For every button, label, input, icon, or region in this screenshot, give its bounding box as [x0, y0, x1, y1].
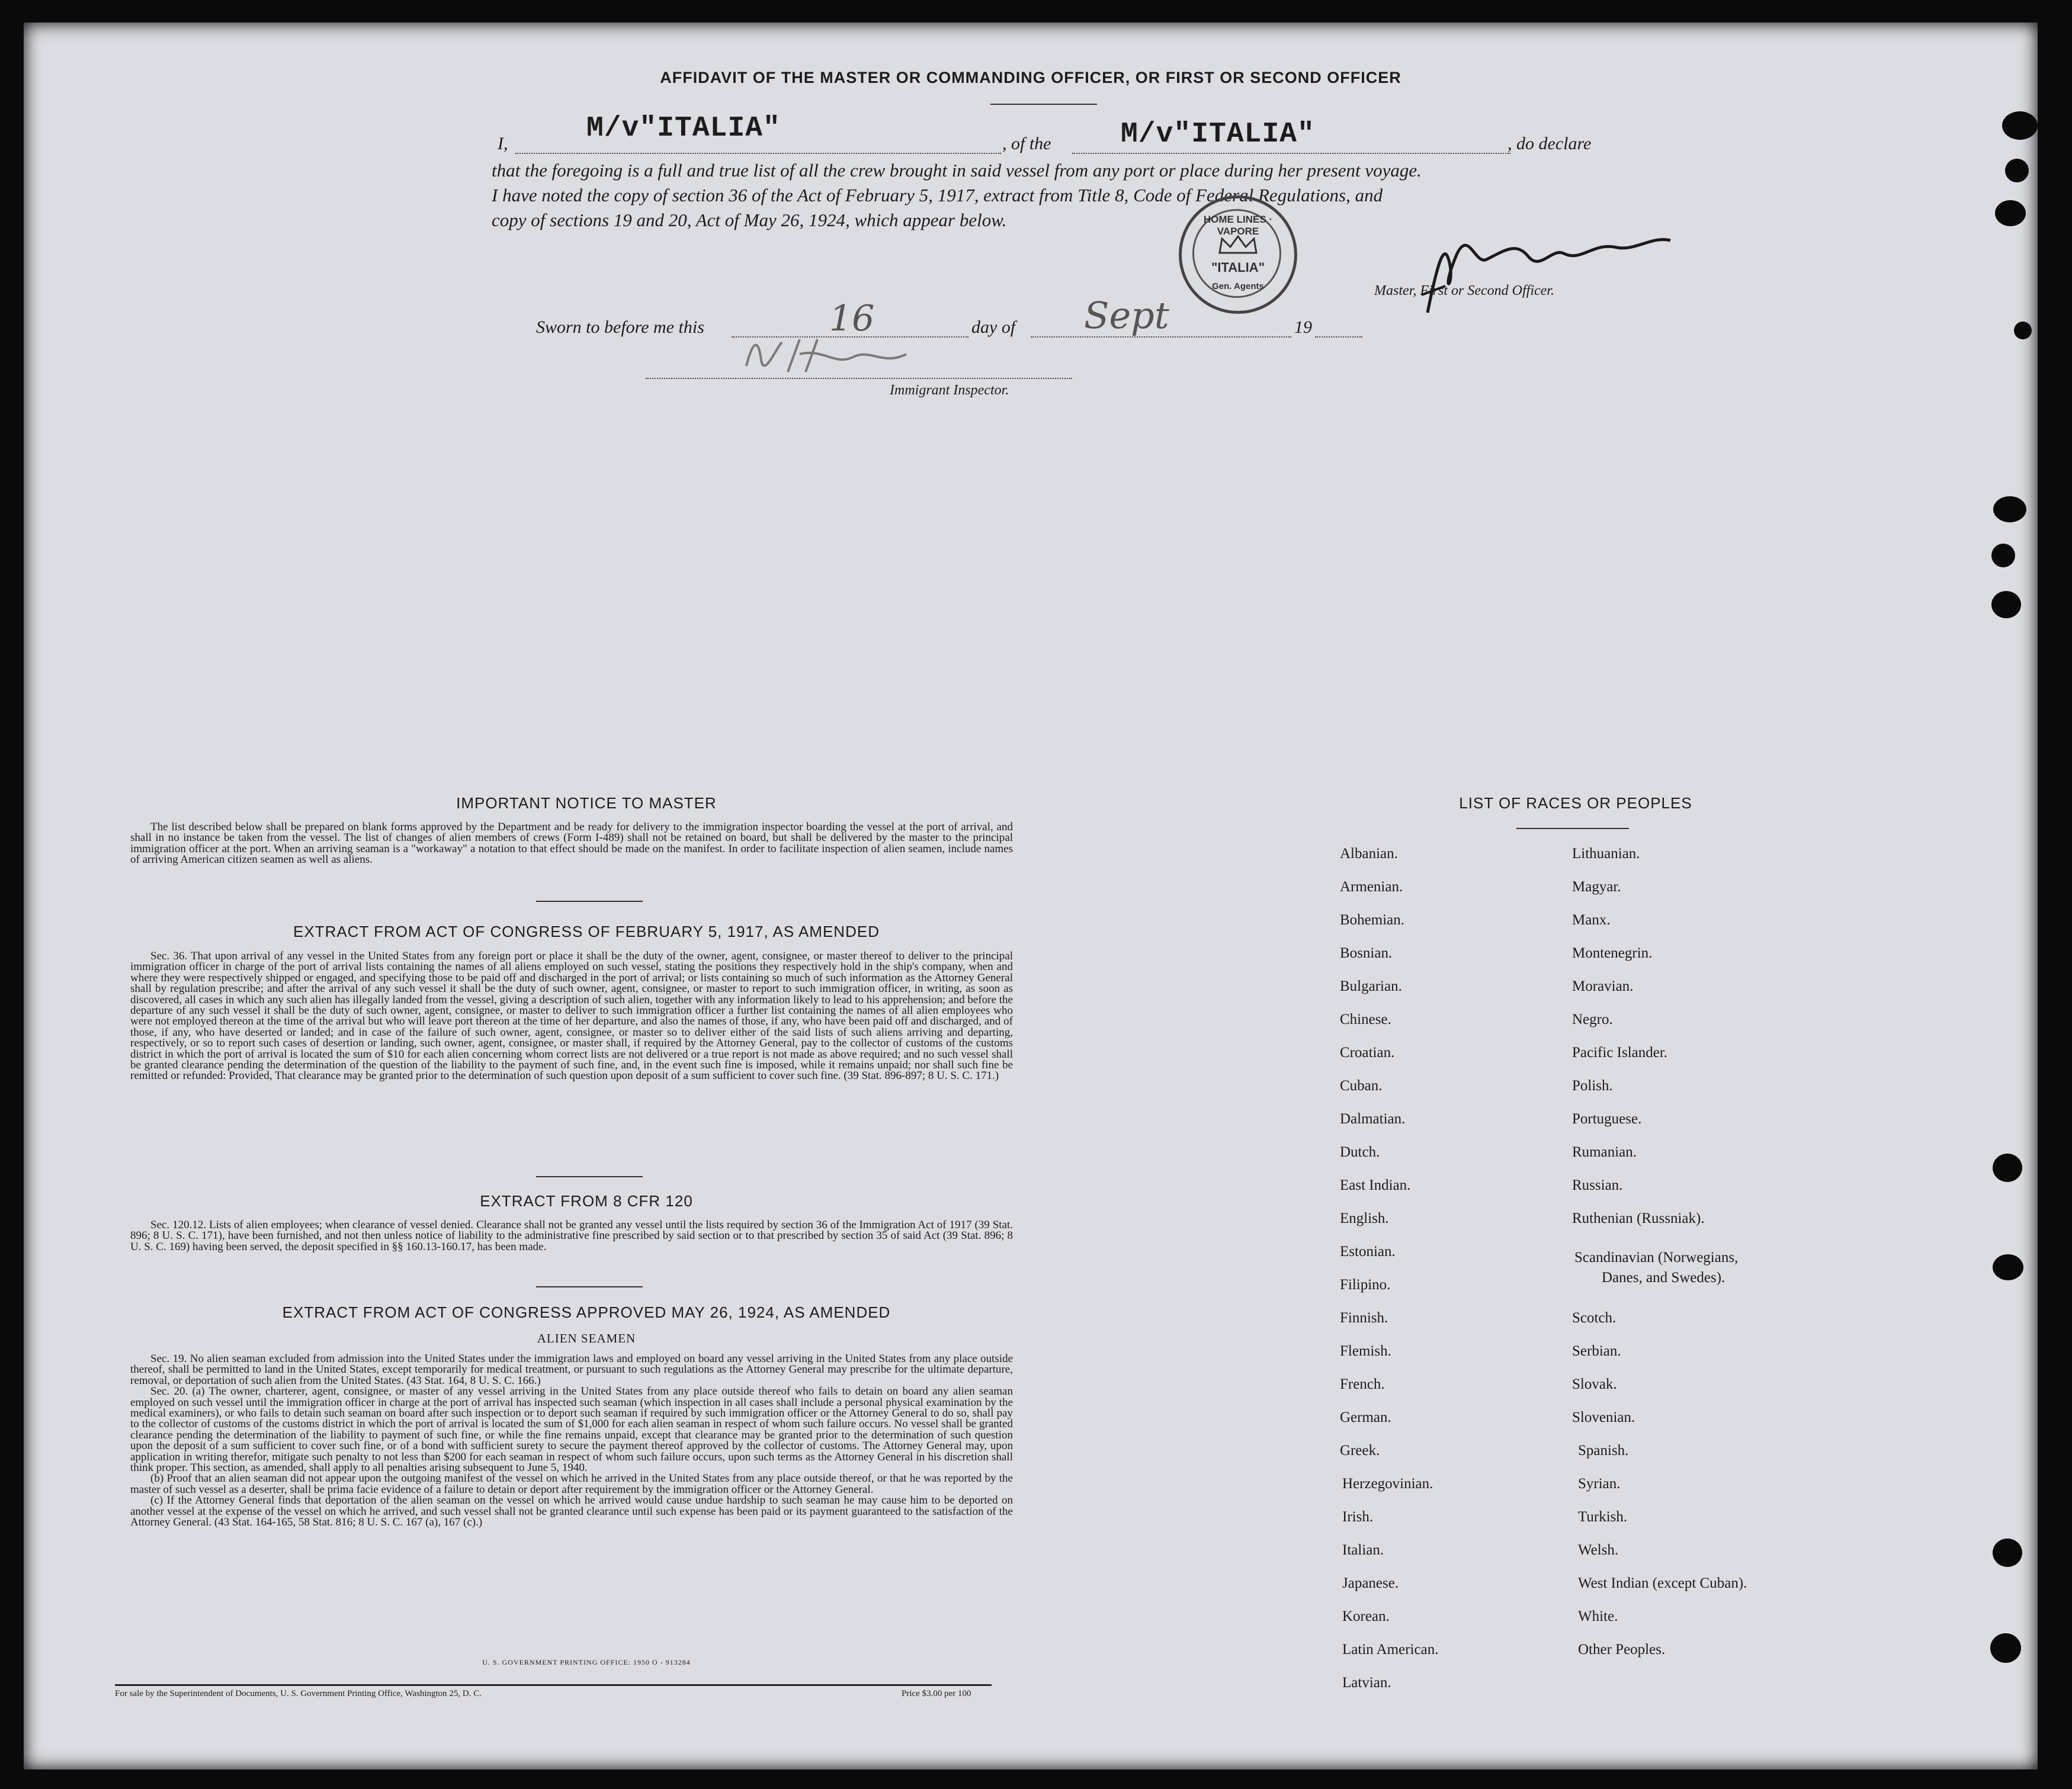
race-item: Estonian. [1340, 1244, 1396, 1260]
punch-hole [2002, 111, 2038, 140]
race-item: Japanese. [1342, 1575, 1399, 1591]
for-sale-text: For sale by the Superintendent of Documents, U. S. Government Printing Office, Washington 25, D. C. [115, 1689, 482, 1698]
vessel-name-typed: M/v"ITALIA" [1121, 118, 1315, 150]
affidavit-line-2: that the foregoing is a full and true list of all the crew brought in said vessel from any port or place during her present voyage. [492, 160, 1422, 181]
race-item: Ruthenian (Russniak). [1572, 1210, 1705, 1226]
race-item: Portuguese. [1572, 1111, 1642, 1127]
races-list [24, 23, 2038, 1769]
race-item: Finnish. [1340, 1310, 1388, 1326]
affidavit-title: AFFIDAVIT OF THE MASTER OR COMMANDING OFFICER, OR FIRST OR SECOND OFFICER [660, 69, 1401, 86]
punch-hole [1993, 1154, 2022, 1182]
punch-hole [1993, 496, 2026, 522]
master-label: Master, First or Second Officer. [1374, 283, 1554, 298]
race-item: Moravian. [1572, 978, 1634, 994]
affidavit-line-4: copy of sections 19 and 20, Act of May 26, 1924, which appear below. [492, 210, 1007, 230]
punch-hole [1993, 1539, 2022, 1567]
race-item: Slovak. [1572, 1376, 1617, 1392]
race-item: Korean. [1342, 1608, 1390, 1624]
sec-20a-body: Sec. 20. (a) The owner, charterer, agent, consignee, or master of any vessel arriving in the United States from any place outside thereof who fails to detain on board any alien seaman employed on such vessel until the immigration officer in charge at the port of arrival has inspected such seaman (which inspection in all cases shall include a personal physical examination by the medical examiners), or who fails to detain such seaman on board after such inspection or to deport such seaman if required by such immigration officer or the Attorney General to do so, shall pay to the collector of customs of the customs district in which the port of arrival is located the sum of $1,000 for each alien seaman in respect of whom such failure occurs. No vessel shall be granted clearance pending the determination of the liability to payment of such fine, or while the fine remains unpaid, except that clearance may be granted prior to the determination of such question upon the deposit of a sum sufficient to cover such fine, or of a bond with sufficient surety to secure the payment thereof approved by the collector of customs. The Attorney General may, upon application in writing therefor, mitigate such penalty to not less than $200 for each seaman in respect of whom such failure occurs, upon such terms as the Attorney General in his discretion shall think proper. This section, as amended, shall apply to all penalties arising subsequent to June 5, 1940. [130, 1385, 1013, 1475]
race-item: French. [1340, 1376, 1385, 1392]
master-name-typed: M/v"ITALIA" [586, 113, 781, 144]
stamp-bottom-text: Gen. Agents [1212, 281, 1264, 291]
extract-cfr-title: EXTRACT FROM 8 CFR 120 [480, 1192, 693, 1210]
race-item: Irish. [1342, 1509, 1374, 1525]
handwritten-month: Sept [1084, 294, 1169, 337]
extract-1917-body: Sec. 36. That upon arrival of any vessel in the United States from any foreign port or place it shall be the duty of the owner, agent, consignee, or master thereof to deliver to the principal immigration officer in charge of the port of arrival lists containing the names of all aliens employed on such vessel, stating the positions they respectively hold in the ship's company, when and where they were respectively shipped or engaged, and specifying those to be paid off and discharged in the port of arrival; or lists containing so much of such information as the Attorney General shall by regulation prescribe; and after the arrival of any such vessel it shall be the duty of such owner, agent, consignee, or master to report to such immigration officer, in writing, as soon as discovered, all cases in which any such alien has illegally landed from the vessel, giving a description of such alien, together with any information likely to lead to his apprehension; and before the departure of any such vessel it shall be the duty of such owner, agent, consignee, or master to deliver to such immigration officer a further list containing the names of all alien employees who were not employed thereon at the time of the arrival but who will leave port thereon at the time of her departure, and also the names of those, if any, who have been paid off and discharged, and of those, if any, who have deserted or landed; and in case of the failure of such owner, agent, consignee, or master so to deliver either of the said lists of such aliens arriving and departing, respectively, or so to report such cases of desertion or landing, such owner, agent, consignee, or master shall, if required by the Attorney General, pay to the collector of customs of the customs district in which the port of arrival is located the sum of $10 for each alien concerning whom correct lists are not delivered or a true report is not made as above required; and no such vessel shall be granted clearance pending the determination of the question of the liability to the payment of such fine, and, in the event such fine is imposed, while it remains unpaid; nor shall such fine be remitted or refunded: Provided, That clearance may be granted prior to the determination of such question upon deposit of a sum sufficient to cover such fine. (39 Stat. 896-897; 8 U. S. C. 171.) [130, 950, 1013, 1083]
sec-19-body: Sec. 19. No alien seaman excluded from admission into the United States under the immigration laws and employed on board any vessel arriving in the United States from any place outside thereof, shall be permitted to land in the United States, except temporarily for medical treatment, or pursuant to such regulations as the Attorney General may prescribe for the ultimate departure, removal, or deportation of such alien from the United States. (43 Stat. 164, 8 U. S. C. 166.) [130, 1353, 1013, 1387]
document-page [24, 23, 2038, 1769]
race-item: Italian. [1342, 1542, 1384, 1558]
race-item: Danes, and Swedes). [1602, 1270, 1725, 1286]
race-item: Latin American. [1342, 1642, 1439, 1658]
race-item: Russian. [1572, 1177, 1623, 1193]
sec-20b-body: (b) Proof that an alien seaman did not appear upon the outgoing manifest of the vessel on which he arrived in the United States from any place outside thereof, or that he was reported by the master of such vessel as a deserter, shall be prima facie evidence of a failure to detain or deport after requirement by the immigration officer or the Attorney General. [130, 1472, 1013, 1496]
race-item: Pacific Islander. [1572, 1045, 1668, 1061]
day-of-label: day of [971, 317, 1016, 337]
race-item: West Indian (except Cuban). [1578, 1575, 1747, 1591]
races-title: LIST OF RACES OR PEOPLES [1459, 794, 1692, 812]
race-item: Herzegovinian. [1342, 1476, 1433, 1492]
punch-hole [1993, 1254, 2023, 1280]
race-item: Croatian. [1340, 1045, 1395, 1061]
inspector-label: Immigrant Inspector. [890, 383, 1009, 398]
sworn-label: Sworn to before me this [536, 317, 704, 337]
race-item: Serbian. [1572, 1343, 1621, 1359]
extract-cfr-body: Sec. 120.12. Lists of alien employees; when clearance of vessel denied. Clearance shall not be granted any vessel until the lists required by section 36 of the Immigration Act of 1917 (39 Stat. 896; 8 U. S. C. 171), have been furnished, and not then unless notice of liability to the administrative fine prescribed by said section or to that prescribed by section 35 of said Act (39 Stat. 896; 8 U. S. C. 169) having been served, the deposit specified in §§ 160.13-160.17, has been made. [130, 1219, 1013, 1253]
race-item: Cuban. [1340, 1078, 1383, 1094]
i-label: I, [498, 134, 508, 153]
stamp-ring-text: HOME LINES · VAPORE [1203, 214, 1273, 237]
handwritten-day: 16 [829, 298, 875, 339]
race-item: Rumanian. [1572, 1144, 1637, 1160]
race-item: Syrian. [1578, 1476, 1621, 1492]
race-item: Scotch. [1572, 1310, 1616, 1326]
race-item: Other Peoples. [1578, 1642, 1666, 1658]
race-item: Magyar. [1572, 879, 1621, 895]
do-declare-label: , do declare [1508, 134, 1592, 153]
race-item: Bulgarian. [1340, 978, 1402, 994]
notice-title: IMPORTANT NOTICE TO MASTER [456, 794, 717, 812]
race-item: Manx. [1572, 912, 1611, 928]
race-item: Dutch. [1340, 1144, 1380, 1160]
extract-1924-title: EXTRACT FROM ACT OF CONGRESS APPROVED MAY 26, 1924, AS AMENDED [282, 1303, 891, 1321]
race-item: Filipino. [1340, 1277, 1391, 1293]
extract-1917-title: EXTRACT FROM ACT OF CONGRESS OF FEBRUARY 5, 1917, AS AMENDED [293, 923, 880, 940]
race-item: Negro. [1572, 1011, 1613, 1027]
race-item: Armenian. [1340, 879, 1403, 895]
punch-hole [1990, 1633, 2021, 1663]
race-item: Polish. [1572, 1078, 1613, 1094]
punch-hole [1991, 544, 2015, 567]
race-item: Spanish. [1578, 1443, 1629, 1459]
affidavit-line-3: I have noted the copy of section 36 of the Act of February 5, 1917, extract from Title 8, Code of Federal Regulations, and [492, 185, 1383, 205]
race-item: Montenegrin. [1572, 945, 1653, 961]
race-item: German. [1340, 1409, 1391, 1425]
alien-seamen-subtitle: ALIEN SEAMEN [537, 1331, 636, 1345]
race-item: Flemish. [1340, 1343, 1391, 1359]
punch-hole [1995, 200, 2026, 226]
stamp-center-text: "ITALIA" [1211, 260, 1265, 275]
price-text: Price $3.00 per 100 [902, 1689, 971, 1698]
punch-hole [2005, 159, 2029, 182]
race-item: Bohemian. [1340, 912, 1405, 928]
race-item: Albanian. [1340, 846, 1398, 862]
race-item: Latvian. [1342, 1675, 1391, 1691]
gpo-imprint: U. S. GOVERNMENT PRINTING OFFICE: 1950 O - 913284 [482, 1658, 691, 1666]
year-prefix: 19 [1294, 317, 1312, 337]
race-item: White. [1578, 1608, 1618, 1624]
race-item: Greek. [1340, 1443, 1380, 1459]
notice-body: The list described below shall be prepared on blank forms approved by the Department and be ready for delivery to the immigration inspector boarding the vessel at the port of arrival, and shall in no instance be taken from the vessel. The list of changes of alien members of crews (Form I-489) shall not be retained on board, but shall be delivered by the master to the principal immigration officer at the port. When an arriving seaman is a "workaway" a notation to that effect should be made on the manifest. In order to facilitate inspection of alien seamen, include names of arriving American citizen seamen as well as aliens. [130, 821, 1013, 866]
punch-hole [1991, 591, 2021, 618]
sec-20c-body: (c) If the Attorney General finds that deportation of the alien seaman on the vessel on which he arrived would cause undue hardship to such seaman he may cause him to be deported on another vessel at the expense of the vessel on which he arrived, and such vessel shall not be granted clearance until such expense has been paid or its payment guaranteed to the satisfaction of the Attorney General. (43 Stat. 164-165, 58 Stat. 816; 8 U. S. C. 167 (a), 167 (c).) [130, 1494, 1013, 1529]
race-item: Dalmatian. [1340, 1111, 1406, 1127]
punch-hole [2014, 322, 2032, 339]
race-item: East Indian. [1340, 1177, 1411, 1193]
race-item: Scandinavian (Norwegians, [1574, 1250, 1739, 1266]
race-item: Welsh. [1578, 1542, 1619, 1558]
race-item: Lithuanian. [1572, 846, 1640, 862]
race-item: Turkish. [1578, 1509, 1628, 1525]
race-item: English. [1340, 1210, 1389, 1226]
race-item: Bosnian. [1340, 945, 1393, 961]
race-item: Chinese. [1340, 1011, 1391, 1027]
race-item: Slovenian. [1572, 1409, 1635, 1425]
of-the-label: , of the [1002, 134, 1051, 153]
